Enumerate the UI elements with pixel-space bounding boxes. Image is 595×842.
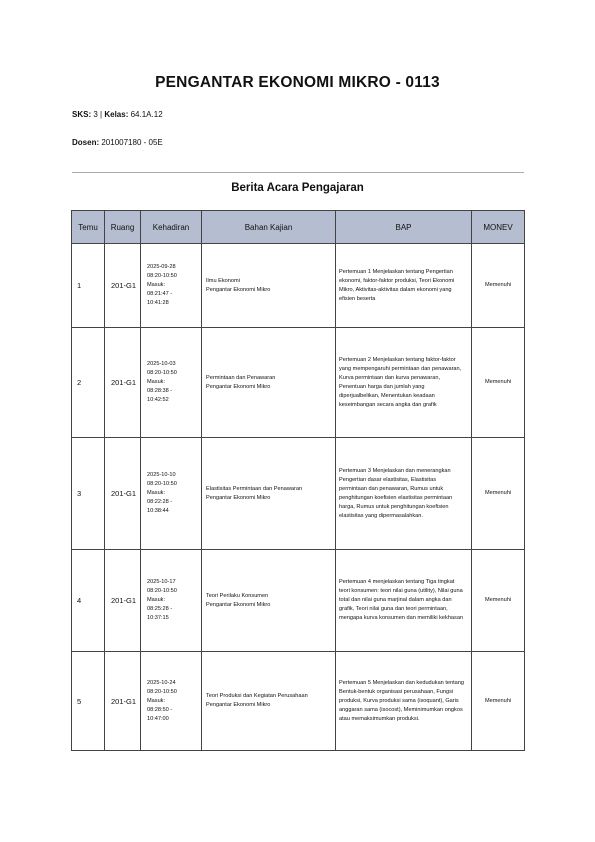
kehadiran-time-out: 10:38:44 — [147, 508, 169, 514]
kehadiran-date: 2025-09-28 — [147, 264, 176, 270]
table-header-row — [72, 211, 525, 244]
kehadiran-time-in: 08:28:38 - — [147, 388, 173, 394]
bahan-course: Pengantar Ekonomi Mikro — [206, 601, 271, 608]
bahan-course: Pengantar Ekonomi Mikro — [206, 383, 271, 390]
kehadiran-time-in: 08:22:28 - — [147, 499, 173, 505]
cell-bahan-kajian — [202, 328, 336, 438]
kehadiran-time-out: 10:47:00 — [147, 715, 169, 722]
kehadiran-date: 2025-10-03 — [147, 361, 176, 367]
header-temu: Temu — [72, 211, 105, 244]
cell-monev: Memenuhi — [472, 550, 525, 652]
cell-bahan-kajian — [202, 438, 336, 550]
cell-bap: Pertemuan 4 menjelaskan tentang Tiga tingkat teori konsumen: teori nilai guna (utility), Nilai guna total dan nilai guna marjinal dalam angka dan grafik, Teori nilai guna dan teori permintaan, mengapa kurva konsumen dan memiliki kekhasan — [336, 550, 472, 652]
cell-ruang: 201-G1 — [105, 438, 141, 550]
course-meta-sks-kelas — [72, 110, 163, 119]
cell-bahan-kajian — [202, 652, 336, 751]
bahan-course: Pengantar Ekonomi Mikro — [206, 494, 271, 501]
kehadiran-time-in: 08:28:50 - — [147, 706, 173, 713]
kehadiran-date: 2025-10-10 — [147, 472, 176, 478]
kehadiran-date: 2025-10-17 — [147, 579, 176, 585]
kehadiran-time-in: 08:25:28 - — [147, 606, 173, 612]
cell-temu: 5 — [72, 652, 105, 751]
dosen-label: Dosen: — [72, 138, 100, 147]
header-ruang: Ruang — [105, 211, 141, 244]
header-kehadiran: Kehadiran — [141, 211, 202, 244]
bahan-course: Pengantar Ekonomi Mikro — [206, 702, 271, 708]
table-row — [72, 652, 525, 751]
cell-temu: 3 — [72, 438, 105, 550]
bahan-topic: Teori Perilaku Konsumen — [206, 592, 269, 599]
header-monev: MONEV — [472, 211, 525, 244]
kehadiran-time-in: 08:21:47 - — [147, 291, 173, 297]
kehadiran-masuk-label: Masuk: — [147, 379, 166, 385]
cell-monev: Memenuhi — [472, 652, 525, 751]
cell-bap: Pertemuan 2 Menjelaskan tentang faktor-faktor yang mempengaruhi permintaan dan penawaran, Kurva permintaan dan kurva penawaran, Penentuan harga dan jumlah yang diperjualbelikan, Menentukan keadaan keseimbangan secara angka dan grafik — [336, 328, 472, 438]
cell-bahan-kajian — [202, 550, 336, 652]
kehadiran-schedule: 08:20-10:50 — [147, 273, 177, 279]
table-row — [72, 244, 525, 328]
kelas-label: Kelas: — [104, 110, 129, 119]
kehadiran-masuk-label: Masuk: — [147, 697, 166, 704]
cell-monev: Memenuhi — [472, 244, 525, 328]
table-row — [72, 550, 525, 652]
kelas-value: 64.1A.12 — [130, 110, 163, 119]
section-divider — [72, 172, 524, 173]
cell-temu: 2 — [72, 328, 105, 438]
cell-ruang: 201-G1 — [105, 652, 141, 751]
kehadiran-masuk-label: Masuk: — [147, 490, 166, 496]
cell-kehadiran — [141, 550, 202, 652]
cell-ruang: 201-G1 — [105, 550, 141, 652]
section-title: Berita Acara Pengajaran — [231, 182, 364, 194]
teaching-log-table — [71, 210, 525, 751]
cell-temu: 1 — [72, 244, 105, 328]
bahan-topic: Elastisitas Permintaan dan Penawaran — [206, 485, 303, 492]
table-row — [72, 328, 525, 438]
cell-kehadiran — [141, 328, 202, 438]
kehadiran-date: 2025-10-24 — [147, 679, 176, 686]
cell-kehadiran — [141, 438, 202, 550]
bahan-topic: Teori Produksi dan Kegiatan Perusahaan — [206, 693, 308, 699]
cell-monev: Memenuhi — [472, 328, 525, 438]
course-meta-dosen — [72, 138, 163, 147]
cell-temu: 4 — [72, 550, 105, 652]
table-row — [72, 438, 525, 550]
cell-ruang: 201-G1 — [105, 244, 141, 328]
header-bahan-kajian: Bahan Kajian — [202, 211, 336, 244]
course-title: PENGANTAR EKONOMI MIKRO - 0113 — [155, 74, 440, 91]
kehadiran-schedule: 08:20-10:50 — [147, 688, 177, 695]
kehadiran-time-out: 10:42:52 — [147, 397, 169, 403]
kehadiran-time-out: 10:41:28 — [147, 300, 169, 306]
kehadiran-schedule: 08:20-10:50 — [147, 370, 177, 376]
bahan-topic: Ilmu Ekonomi — [206, 277, 240, 284]
cell-ruang: 201-G1 — [105, 328, 141, 438]
kehadiran-schedule: 08:20-10:50 — [147, 481, 177, 487]
cell-kehadiran — [141, 652, 202, 751]
bahan-topic: Permintaan dan Penawaran — [206, 374, 276, 381]
cell-kehadiran — [141, 244, 202, 328]
kehadiran-masuk-label: Masuk: — [147, 282, 166, 288]
cell-bap: Pertemuan 5 Menjelaskan dan kedudukan tentang Bentuk-bentuk organisasi perusahaan, Fungsi produksi, Kurva produksi sama (isoquant), Garis anggaran sama (isocost), Meminimumkan ongkos atau memaksimumkan produksi. — [336, 652, 472, 751]
kehadiran-schedule: 08:20-10:50 — [147, 588, 177, 594]
cell-bap: Pertemuan 1 Menjelaskan tentang Pengertian ekonomi, faktor-faktor produksi, Teori Ekonomi Mikro, Aktivitas-aktivitas dalam ekonomi yang efisien beserta — [336, 244, 472, 328]
kehadiran-masuk-label: Masuk: — [147, 597, 166, 603]
cell-monev: Memenuhi — [472, 438, 525, 550]
bahan-course: Pengantar Ekonomi Mikro — [206, 286, 271, 293]
cell-bahan-kajian — [202, 244, 336, 328]
sks-value: 3 — [93, 110, 98, 119]
sks-label: SKS: — [72, 110, 92, 119]
cell-bap: Pertemuan 3 Menjelaskan dan menerangkan Pengertian dasar elastisitas, Elastisitas permintaan dan penawaran, Rumus untuk penghitungan koefisien elastisitas permintaan harga, Rumus untuk penghitungan koefisien elastisitas yang dipermasalahkan. — [336, 438, 472, 550]
kehadiran-time-out: 10:37:15 — [147, 615, 169, 621]
meta-separator: | — [100, 110, 103, 119]
dosen-value: 201007180 - 05E — [101, 138, 163, 147]
header-bap: BAP — [336, 211, 472, 244]
